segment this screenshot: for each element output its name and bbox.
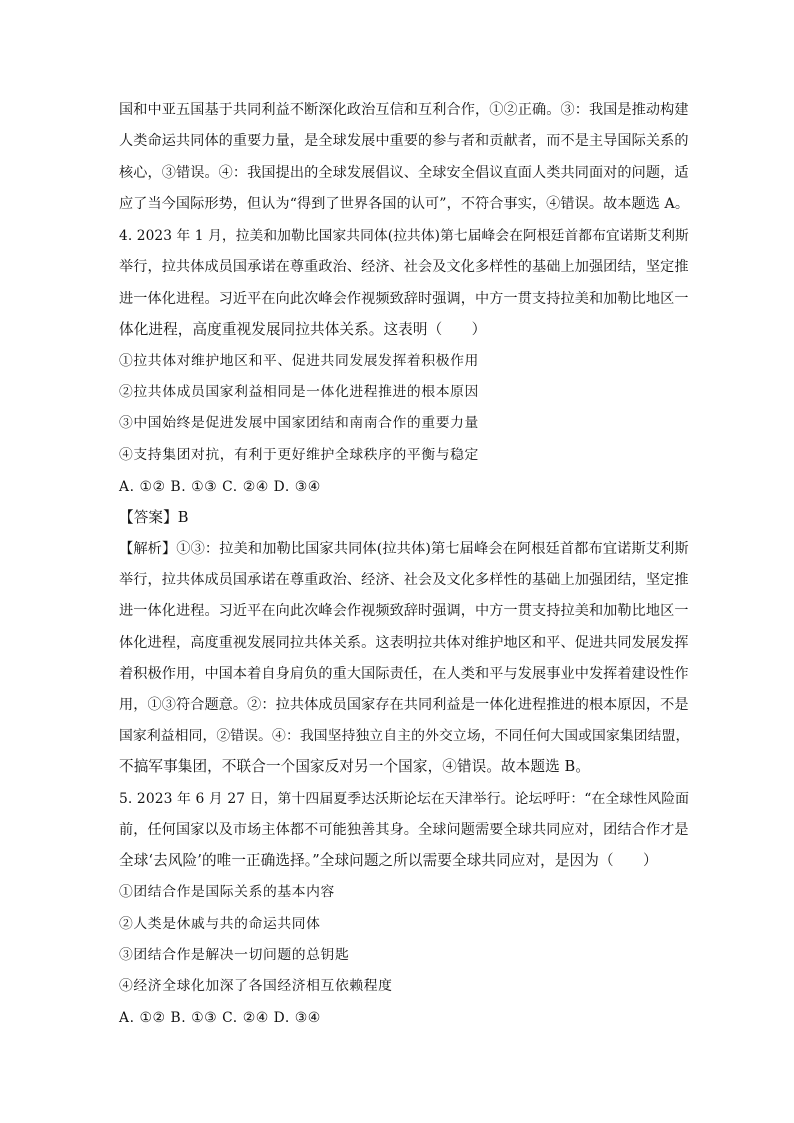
question-5-stem: 5. 2023 年 6 月 27 日，第十四届夏季达沃斯论坛在天津举行。论坛呼吁：“在全球性风险面 <box>119 791 690 807</box>
question-4-option-3: ③中国始终是促进发展中国家团结和南南合作的重要力量 <box>119 415 479 431</box>
question-5-choices: A. ①② B. ①③ C. ②④ D. ③④ <box>119 1010 321 1026</box>
question-4-analysis: 进一体化进程。习近平在向此次峰会作视频致辞时强调，中方一贯支持拉美和加勒比地区一 <box>119 603 689 619</box>
question-4-stem: 体化进程，高度重视发展同拉共体关系。这表明（ ） <box>119 321 487 338</box>
text-line: 核心，③错误。④：我国提出的全球发展倡议、全球安全倡议直面人类共同面对的问题，适 <box>119 165 689 181</box>
question-5-option-4: ④经济全球化加深了各国经济相互依赖程度 <box>119 978 393 994</box>
text-line: 应了当今国际形势，但认为“得到了世界各国的认可”，不符合事实，④错误。故本题选 A。 <box>119 196 690 212</box>
text-line: 国和中亚五国基于共同利益不断深化政治互信和互利合作，①②正确。③：我国是推动构建 <box>119 102 689 118</box>
text-line: 人类命运共同体的重要力量，是全球发展中重要的参与者和贡献者，而不是主导国际关系的 <box>119 133 689 149</box>
question-4-choices: A. ①② B. ①③ C. ②④ D. ③④ <box>119 479 321 495</box>
question-4-analysis: 不搞军事集团，不联合一个国家反对另一个国家，④错误。故本题选 B。 <box>119 758 591 775</box>
question-5-stem: 全球‘去风险’的唯一正确选择。”全球问题之所以需要全球共同应对，是因为（ ） <box>119 852 658 869</box>
question-4-stem: 4. 2023 年 1 月，拉美和加勒比国家共同体(拉共体)第七届峰会在阿根廷首都布宜诺斯艾利斯 <box>119 228 689 244</box>
question-4-stem: 举行，拉共体成员国承诺在尊重政治、经济、社会及文化多样性的基础上加强团结，坚定推 <box>119 259 689 275</box>
question-4-analysis: 用，①③符合题意。②：拉共体成员国家存在共同利益是一体化进程推进的根本原因，不是 <box>119 697 689 713</box>
question-4-answer: 【答案】B <box>119 509 189 526</box>
question-4-analysis: 着积极作用，中国本着自身肩负的重大国际责任，在人类和平与发展事业中发挥着建设性作 <box>119 666 689 682</box>
question-4-analysis: 【解析】①③：拉美和加勒比国家共同体(拉共体)第七届峰会在阿根廷首都布宜诺斯艾利斯 <box>119 541 689 557</box>
question-5-option-3: ③团结合作是解决一切问题的总钥匙 <box>119 947 350 963</box>
question-5-option-2: ②人类是休戚与共的命运共同体 <box>119 916 321 932</box>
question-4-analysis: 举行，拉共体成员国承诺在尊重政治、经济、社会及文化多样性的基础上加强团结，坚定推 <box>119 572 689 588</box>
question-4-option-1: ①拉共体对维护地区和平、促进共同发展发挥着积极作用 <box>119 353 479 369</box>
question-4-analysis: 体化进程，高度重视发展同拉共体关系。这表明拉共体对维护地区和平、促进共同发展发挥 <box>119 635 689 651</box>
question-5-stem: 前，任何国家以及市场主体都不可能独善其身。全球问题需要全球共同应对，团结合作才是 <box>119 822 689 838</box>
question-4-analysis: 国家利益相同，②错误。④：我国坚持独立自主的外交立场，不同任何大国或国家集团结盟， <box>119 728 690 744</box>
question-5-option-1: ①团结合作是国际关系的基本内容 <box>119 884 335 900</box>
question-4-option-4: ④支持集团对抗，有利于更好维护全球秩序的平衡与稳定 <box>119 447 479 463</box>
question-4-option-2: ②拉共体成员国家利益相同是一体化进程推进的根本原因 <box>119 384 479 400</box>
question-4-stem: 进一体化进程。习近平在向此次峰会作视频致辞时强调，中方一贯支持拉美和加勒比地区一 <box>119 291 689 307</box>
